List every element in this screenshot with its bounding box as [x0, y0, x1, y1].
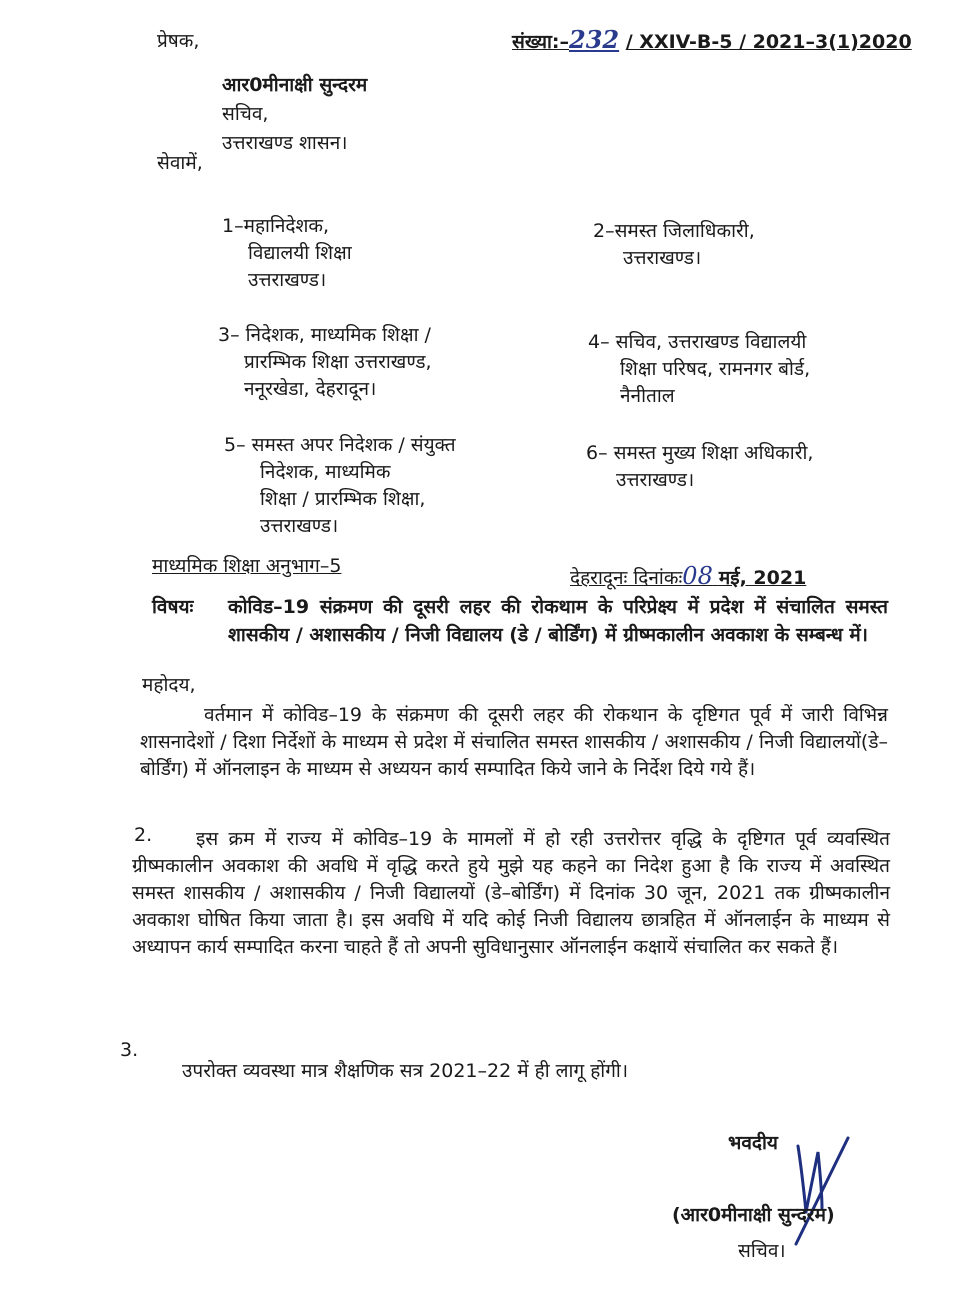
- recipient-line: उत्तराखण्ड।: [260, 515, 339, 537]
- recipient-line: प्रारम्भिक शिक्षा उत्तराखण्ड,: [244, 351, 432, 373]
- date-handwritten-day: 08: [682, 562, 713, 590]
- recipient-line: निदेशक, माध्यमिक: [260, 461, 391, 483]
- date-suffix: मई, 2021: [718, 567, 807, 589]
- recipient-line: उत्तराखण्ड।: [623, 247, 702, 269]
- sender-name: आर0मीनाक्षी सुन्दरम: [222, 74, 368, 96]
- recipient-3: [218, 322, 432, 403]
- recipient-line: 6– समस्त मुख्य शिक्षा अधिकारी,: [586, 442, 814, 464]
- recipient-line: उत्तराखण्ड।: [248, 269, 327, 291]
- signatory-name: (आर0मीनाक्षी सुन्दरम): [672, 1204, 835, 1226]
- recipient-5: [224, 432, 456, 540]
- recipient-4: [588, 329, 810, 410]
- recipient-line: 1–महानिदेशक,: [222, 215, 330, 237]
- sender-designation: सचिव,: [222, 103, 269, 125]
- sender-organization: उत्तराखण्ड शासन।: [222, 132, 348, 154]
- subject-label: विषयः: [152, 596, 194, 618]
- signatory-designation: सचिव।: [738, 1240, 786, 1262]
- sender-label: प्रेषक,: [157, 30, 200, 52]
- recipient-line: नैनीताल: [620, 385, 675, 407]
- handwritten-signature: [792, 1132, 854, 1248]
- letter-date: [570, 563, 806, 592]
- reference-suffix: / XXIV-B-5 / 2021–3(1)2020: [625, 31, 912, 53]
- salutation: महोदय,: [142, 674, 196, 696]
- reference-prefix: संख्या:–: [512, 31, 569, 53]
- reference-number: [512, 26, 912, 56]
- section-heading: माध्यमिक शिक्षा अनुभाग–5: [152, 555, 342, 577]
- reference-handwritten-number: 232: [569, 25, 620, 54]
- recipient-line: शिक्षा परिषद, रामनगर बोर्ड,: [620, 358, 811, 380]
- paragraph-2-number: 2.: [134, 824, 153, 846]
- recipient-line: ननूरखेडा, देहरादून।: [244, 378, 377, 400]
- date-prefix: देहरादूनः दिनांकः: [570, 567, 683, 589]
- closing-regards: भवदीय: [728, 1132, 778, 1154]
- recipient-line: 4– सचिव, उत्तराखण्ड विद्यालयी: [588, 331, 807, 353]
- subject-text: कोविड–19 संक्रमण की दूसरी लहर की रोकथाम के परिप्रेक्ष्य में प्रदेश में संचालित समस्त शासकीय / अशासकीय / निजी विद्यालय (डे / बोर्डिंग) में ग्रीष्मकालीन अवकाश के सम्बन्ध में।: [228, 596, 888, 646]
- recipient-line: विद्यालयी शिक्षा: [248, 242, 352, 264]
- recipient-line: उत्तराखण्ड।: [616, 469, 695, 491]
- recipient-6: [586, 440, 813, 494]
- paragraph-2: इस क्रम में राज्य में कोविड–19 के मामलों में हो रही उत्तरोत्तर वृद्धि के दृष्टिगत पूर्व व्यवस्थित ग्रीष्मकालीन अवकाश की अवधि में वृद्धि करते हुये मुझे यह कहने का निदेश हुआ है कि राज्य में अवस्थित समस्त शासकीय / अशासकीय / निजी विद्यालयों (डे–बोर्डिंग) में दिनांक 30 जून, 2021 तक ग्रीष्मकालीन अवकाश घोषित किया जाता है। इस अवधि में यदि कोई निजी विद्यालय छात्रहित में ऑनलाईन के माध्यम से अध्यापन कार्य सम्पादित करना चाहते हैं तो अपनी सुविधानुसार ऑनलाईन कक्षायें संचालित कर सकते हैं।: [132, 828, 890, 958]
- paragraph-3-number: 3.: [120, 1039, 139, 1061]
- recipient-line: शिक्षा / प्रारम्भिक शिक्षा,: [260, 488, 426, 510]
- recipient-2: [593, 218, 755, 272]
- paragraph-1: वर्तमान में कोविड–19 के संक्रमण की दूसरी लहर की रोकथान के दृष्टिगत पूर्व में जारी विभिन्न शासनादेशों / दिशा निर्देशों के माध्यम से प्रदेश में संचालित समस्त शासकीय / अशासकीय / निजी विद्यालयों(डे–बोर्डिंग) में ऑनलाइन के माध्यम से अध्ययन कार्य सम्पादित किये जाने के निर्देश दिये गये हैं।: [140, 704, 888, 780]
- recipient-line: 3– निदेशक, माध्यमिक शिक्षा /: [218, 324, 431, 346]
- to-label: सेवामें,: [157, 152, 203, 174]
- recipient-line: 5– समस्त अपर निदेशक / संयुक्त: [224, 434, 456, 456]
- recipient-line: 2–समस्त जिलाधिकारी,: [593, 220, 755, 242]
- paragraph-3: उपरोक्त व्यवस्था मात्र शैक्षणिक सत्र 2021–22 में ही लागू होंगी।: [182, 1060, 629, 1082]
- recipient-1: [222, 213, 352, 294]
